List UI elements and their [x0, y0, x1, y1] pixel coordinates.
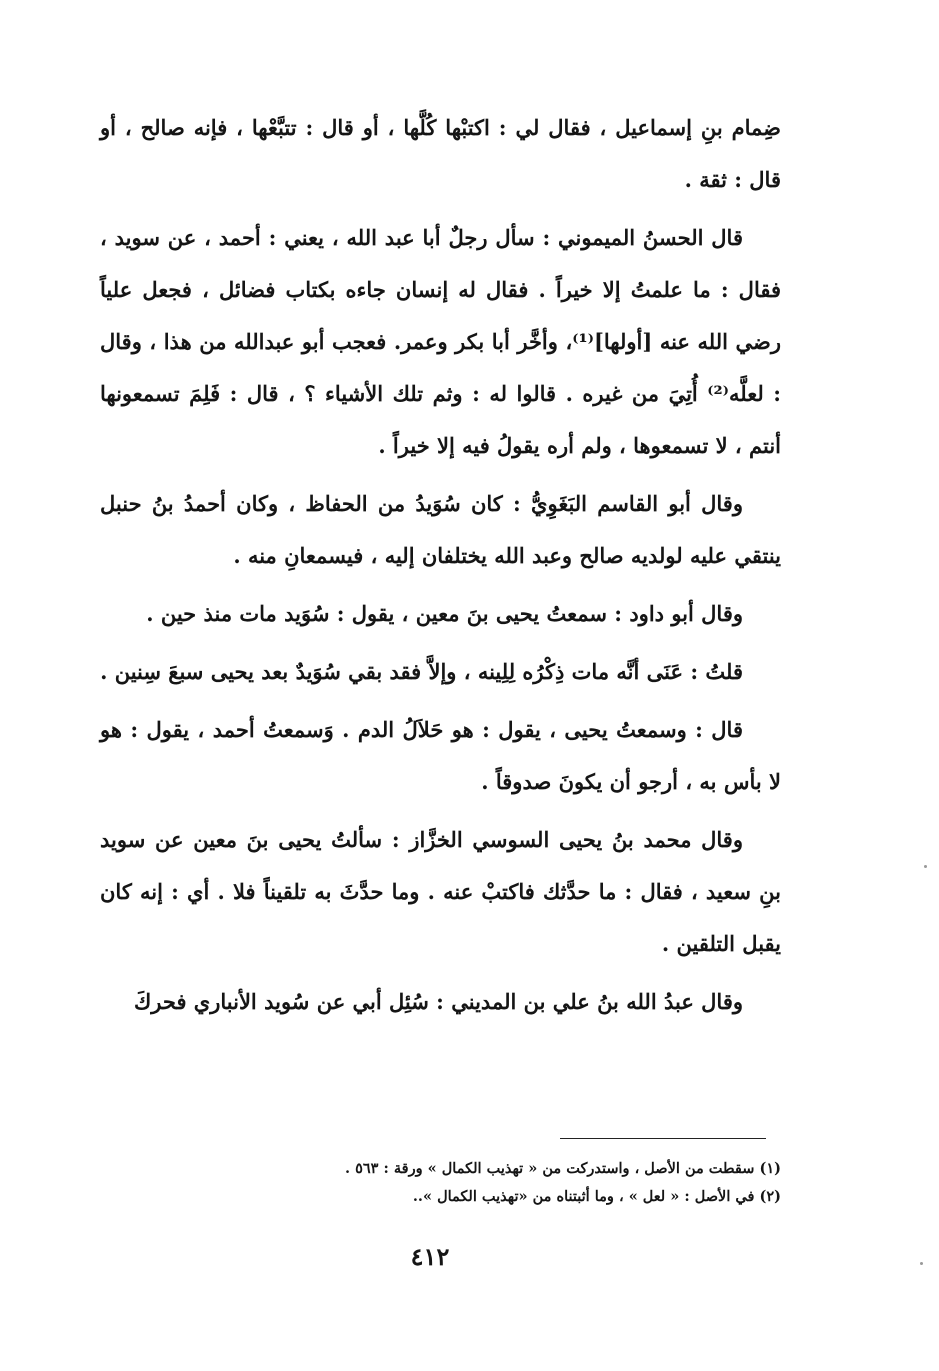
paragraph-4: وقال أبو داود : سمعتُ يحيى بنَ معين ، يقول : سُوَيد مات منذ حين . [146, 601, 743, 626]
paragraph-2: قال الحسنُ الميموني : سأل رجلٌ أبا عبد الله ، يعني : أحمد ، عن سويد ، فقال : ما علمتُ إلا خيراً . فقال له إنسان جاءه بكتاب فضائل ، فجعل علياً رضي الله عنه [أولها]⁽¹⁾، وأخَّر أبا بكر وعمر. فعجب أبو عبدالله من هذا ، وقال : لعلَّه⁽²⁾ أُتِيَ من غيره . قالوا له : وثم تلك الأشياء ؟ ، قال : فَلِمَ تسمعونها أنتم ، لا تسمعوها ، ولم أره يقولُ فيه إلا خيراً . [100, 225, 781, 458]
paragraph-7: وقال محمد بنُ يحيى السوسي الخزَّاز : سألتُ يحيى بنَ معين عن سويد بنِ سعيد ، فقال : ما حدَّثك فاكتبْ عنه . وما حدَّثَ به تلقيناً فلا . أي : إنه كان يقبل التلقين . [100, 827, 781, 956]
paragraph-5: قلتُ : عَنَى أنَّه مات ذِكْرُه لِلِينه ، وإلاَّ فقد بقي سُوَيدٌ بعد يحيى سبعَ سِنين . [100, 659, 743, 684]
scan-speck [920, 1262, 923, 1265]
footnotes [150, 1155, 781, 1211]
footnote-1: (١) سقطت من الأصل ، واستدركت من « تهذيب الكمال » ورقة : ٥٦٣ . [344, 1160, 781, 1177]
page-number: ٤١٢ [410, 1242, 450, 1271]
footnote-separator [560, 1138, 766, 1139]
paragraph-6: قال : وسمعتُ يحيى ، يقول : هو حَلاَلُ الدم . وَسمعتُ أحمد ، يقول : هو لا بأس به ، أرجو أن يكونَ صدوقاً . [100, 717, 781, 794]
scan-speck [924, 865, 927, 868]
paragraph-1: ضِمام بنِ إسماعيل ، فقال لي : اكتبْها كُلَّها ، أو قال : تتبَّعْها ، فإنه صالح ، أو قال : ثقة . [100, 115, 781, 192]
footnote-2: (٢) في الأصل : « لعل » ، وما أثبتناه من «تهذيب الكمال ».. [412, 1188, 781, 1205]
paragraph-3: وقال أبو القاسم البَغَوِيُّ : كان سُوَيدُ من الحفاظ ، وكان أحمدُ بنُ حنبل ينتقي عليه لولديه صالح وعبد الله يختلفان إليه ، فيسمعانِ منه . [100, 491, 781, 568]
paragraph-8: وقال عبدُ الله بنُ علي بن المديني : سُئِل أبي عن سُويد الأنباري فحركَ [134, 989, 743, 1014]
main-text [100, 102, 781, 1034]
